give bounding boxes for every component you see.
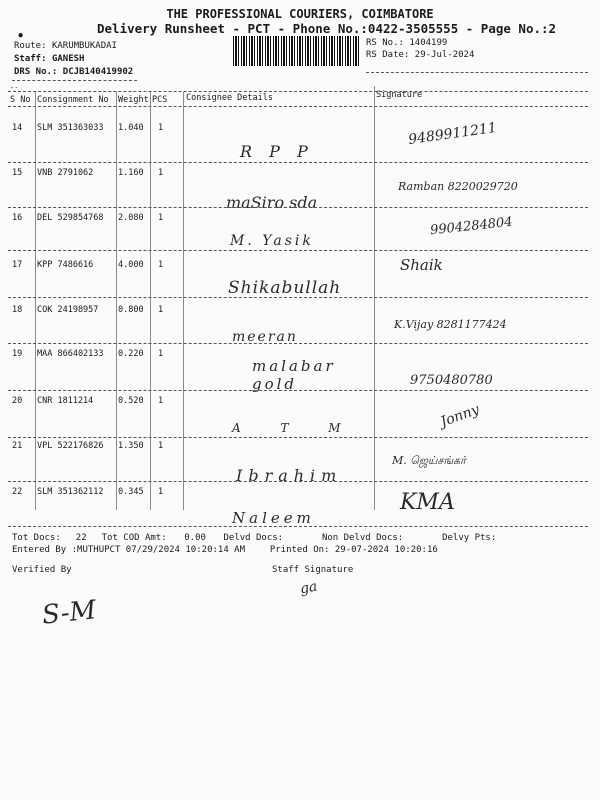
staff-line <box>14 54 84 64</box>
row-sno: 22 <box>12 487 23 497</box>
drs-value: DCJB140419902 <box>62 67 134 77</box>
tot-cod-value: 0.00 <box>184 533 206 543</box>
row-signature: K.Vijay 8281177424 <box>394 318 507 331</box>
row-signature: 9904284804 <box>429 214 514 239</box>
row-consignee: A T M <box>232 421 359 435</box>
row-consignee: Ibrahim <box>236 466 343 485</box>
col-pcs: PCS <box>152 95 168 105</box>
row-signature: M. ஜெய்சங்கர் <box>392 454 466 467</box>
tot-cod-label: Tot COD Amt: <box>101 533 167 543</box>
printed-on: Printed On: 29-07-2024 10:20:16 <box>269 545 438 555</box>
row-weight: 0.345 <box>118 487 144 497</box>
delvy-pts-label: Delvy Pts: <box>442 533 497 543</box>
row-signature: 9750480780 <box>410 373 493 388</box>
row-sno: 21 <box>12 441 23 451</box>
row-pcs: 1 <box>158 168 164 178</box>
col-sno: S No <box>10 95 31 105</box>
tot-docs-label: Tot Docs: <box>12 533 61 543</box>
rs-no-line <box>366 38 447 48</box>
row-pcs: 1 <box>158 487 164 497</box>
row-pcs: 1 <box>158 260 164 270</box>
row-consignee: Shikabullah <box>228 278 342 298</box>
row-pcs: 1 <box>158 441 164 451</box>
rs-no-value: 1404199 <box>409 38 448 48</box>
row-consignment: DEL 529854768 <box>37 213 104 223</box>
row-sno: 15 <box>12 168 23 178</box>
staff-value: GANESH <box>51 54 85 64</box>
row-consignment: COK 24198957 <box>37 305 99 315</box>
rs-date-value: 29-Jul-2024 <box>414 50 475 60</box>
row-consignee: malabar gold <box>252 357 336 393</box>
row-weight: 1.160 <box>118 168 144 178</box>
row-consignment: SLM 351362112 <box>37 487 104 497</box>
row-consignee: maSiro sda <box>226 193 318 212</box>
row-consignee: R P P <box>240 142 314 161</box>
barcode-image <box>233 36 361 66</box>
row-consignment: SLM 351363033 <box>37 123 104 133</box>
drs-line <box>14 67 133 77</box>
verifier-signature: S-M <box>40 595 98 631</box>
bullet-mark: • <box>17 29 25 43</box>
row-weight: 0.520 <box>118 396 144 406</box>
non-delvd-docs-label: Non Delvd Docs: <box>321 533 404 543</box>
drs-label: DRS No.: <box>14 67 58 77</box>
header-dash-mark: -- <box>10 84 19 92</box>
runsheet-title: Delivery Runsheet - PCT - Phone No.:0422-3505555 - Page No.:2 <box>97 21 557 36</box>
row-weight: 0.220 <box>118 349 144 359</box>
row-pcs: 1 <box>158 396 164 406</box>
entry-line <box>12 545 438 555</box>
route-line <box>14 41 117 51</box>
row-weight: 4.000 <box>118 260 144 270</box>
row-pcs: 1 <box>158 213 164 223</box>
verified-by-label: Verified By <box>12 565 72 575</box>
row-signature: Shaik <box>400 256 443 274</box>
route-value: KARUMBUKADAI <box>51 41 117 51</box>
rs-date-line <box>366 50 474 60</box>
col-weight: Weight <box>118 95 149 105</box>
totals-line <box>12 533 496 543</box>
row-consignment: CNR 1811214 <box>37 396 94 406</box>
row-consignment: MAA 866402133 <box>37 349 104 359</box>
row-sno: 16 <box>12 213 23 223</box>
entered-by: Entered By :MUTHUPCT 07/29/2024 10:20:14 AM <box>12 545 245 555</box>
staff-label: Staff: <box>14 54 47 64</box>
row-weight: 2.080 <box>118 213 144 223</box>
col-signature: Signature <box>376 90 423 100</box>
col-consignment: Consignment No <box>37 95 109 105</box>
row-signature: Ramban 8220029720 <box>398 180 518 193</box>
tot-docs-value: 22 <box>75 533 87 543</box>
row-pcs: 1 <box>158 305 164 315</box>
row-weight: 1.350 <box>118 441 144 451</box>
rs-date-label: RS Date: <box>366 50 410 60</box>
route-label: Route: <box>14 41 47 51</box>
row-sno: 20 <box>12 396 23 406</box>
row-consignee: meeran <box>232 329 298 345</box>
row-consignment: VPL 522176826 <box>37 441 104 451</box>
row-sno: 17 <box>12 260 23 270</box>
staff-signature: ga <box>298 578 319 598</box>
row-sno: 18 <box>12 305 23 315</box>
row-signature: KMA <box>400 490 455 515</box>
row-sno: 14 <box>12 123 23 133</box>
row-signature: Jonny <box>438 401 482 431</box>
rs-no-label: RS No.: <box>366 38 404 48</box>
staff-signature-label: Staff Signature <box>272 565 354 575</box>
row-pcs: 1 <box>158 123 164 133</box>
row-pcs: 1 <box>158 349 164 359</box>
delvd-docs-label: Delvd Docs: <box>223 533 284 543</box>
row-consignment: KPP 7486616 <box>37 260 94 270</box>
row-signature: 9489911211 <box>407 119 498 149</box>
row-consignee: M. Yasik <box>230 233 314 249</box>
row-sno: 19 <box>12 349 23 359</box>
row-consignee: Naleem <box>232 509 315 527</box>
row-weight: 1.040 <box>118 123 144 133</box>
col-details: Consignee Details <box>186 93 273 103</box>
company-name: THE PROFESSIONAL COURIERS, COIMBATORE <box>166 7 434 21</box>
row-weight: 0.800 <box>118 305 144 315</box>
row-consignment: VNB 2791062 <box>37 168 94 178</box>
